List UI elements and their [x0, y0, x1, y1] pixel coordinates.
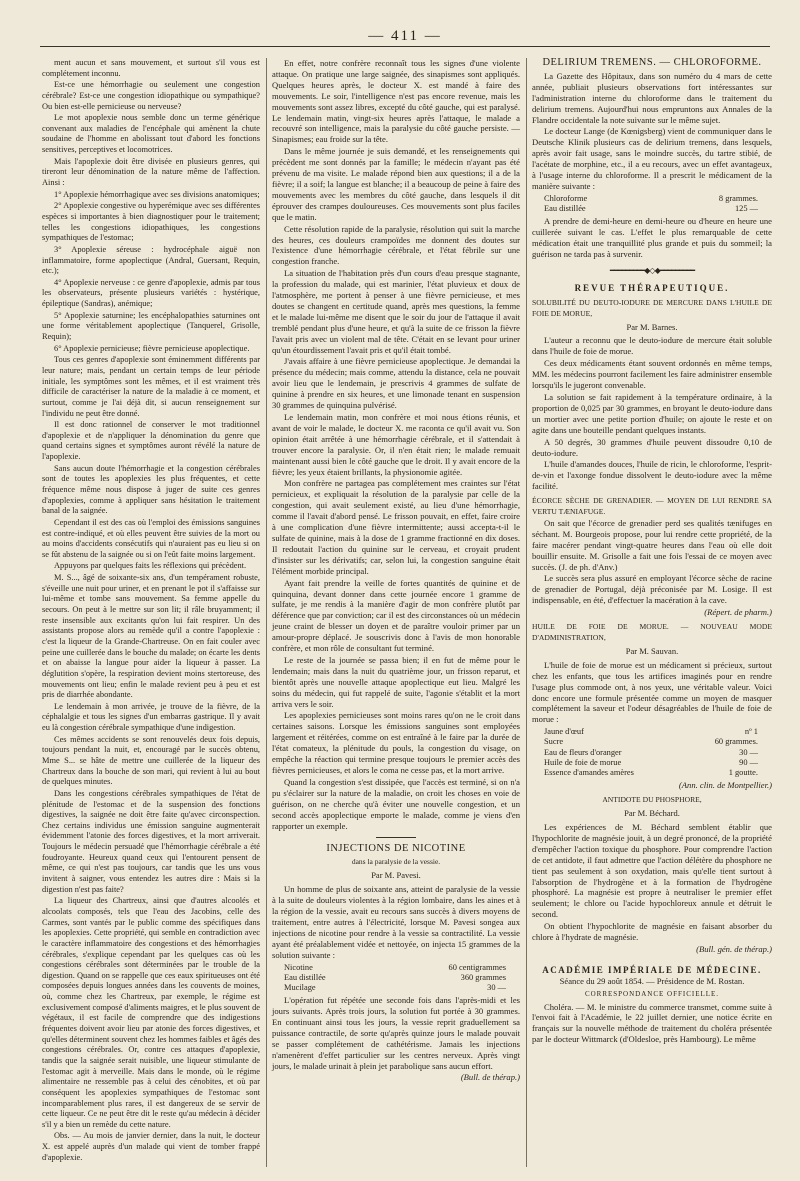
quantity: 125 — [734, 204, 758, 214]
source-citation: (Ann. clin. de Montpellier.) [678, 780, 772, 791]
source-citation: (Bull. de thérap.) [460, 1072, 520, 1083]
section-title: ACADÉMIE IMPÉRIALE DE MÉDECINE. [542, 964, 762, 975]
paragraph: Choléra. — M. le ministre du commerce transmet, comme suite à l'envoi fait à l'Académie, le 22 juillet dernier, une notice écrite en français sur la nouvelle méthode de traitement du choléra présentée par le docteur Wittmarck (d'Oldesloe, près Hambourg). Le même [532, 1001, 772, 1045]
ingredient: Eau distillée [284, 972, 326, 982]
paragraph: La Gazette des Hôpitaux, dans son numéro du 4 mars de cette année, publiait plusieurs observations fort intéressantes sur l'administration interne du chloroforme dans le traitement du delirium tremens. Aujourd'hui nous empruntons aux Annales de la Flandre occidentale la note suivante sur le même sujet. [532, 70, 772, 125]
article-title: INJECTIONS DE NICOTINE [326, 843, 466, 855]
ingredient: Huile de foie de morue [544, 757, 622, 767]
paragraph: Mon confrère ne partagea pas complétement mes craintes sur l'état pernicieux, et expliquait la résolution de la paralysie par celle de la congestion, qui avait seulement existé, au lieu d'une hémorrhagie, comme il l'avait d'abord pensé. Le frisson pouvait, en effet, faire croire à une complication d'une fièvre intermittente; aussi accepta-t-il le sulfate de quinine, mais à la dose de 1 gramme fractionné en dix doses. Il redoutait l'action du quinine sur le cerveau, et croyait prudent d'insister sur les dérivatifs; car, selon lui, la congestion sanguine était l'élément morbide principal. [272, 478, 520, 576]
ingredient: Nicotine [284, 962, 313, 972]
article-title: ÉCORCE SÈCHE DE GRENADIER. — MOYEN DE LUI RENDRE SA VERTU TÆNIAFUGE. [532, 496, 772, 517]
paragraph: ment aucun et sans mouvement, et surtout s'il vous est complétement inconnu. [42, 58, 260, 78]
ingredient: Eau de fleurs d'oranger [544, 747, 622, 757]
paragraph: M. S..., âgé de soixante-six ans, d'un tempérament robuste, s'éveille une nuit pour uriner, et en prenant le pot il s'affaisse sur lui-même et tombe sans mouvement. Sa femme appelle du secours. On peut à le mettre sur son lit; il râle bruyamment; il reste insensible aux excitants qu'on lui fait respirer. Un des assistants propose alors au remède qu'il a contre l'apoplexie : c'est la liqueur de la Grande-Chartreuse. On en fait couler avec peine une cuillerée dans le bouche du malade; on écarte les dents et on abaisse la langue pour aider la liqueur à passer. La déglutition s'opère, la respiration devient moins stertoreuse, des mouvements ont lieu; enfin le malade revient peu à peu et est pris de diarrhée abondante. [42, 573, 260, 700]
column-right [532, 58, 772, 1046]
source-citation: (Bull. gén. de thérap.) [696, 943, 772, 954]
paragraph: A 50 degrés, 30 grammes d'huile peuvent dissoudre 0,10 de deuto-iodure. [532, 436, 772, 458]
paragraph: Le reste de la journée se passa bien; il en fut de même pour le lendemain; mais dans la nuit du quatrième jour, un frisson reparut, et bientôt après une nouvelle attaque apoplectique eut lieu. Malgré les soins du médecin, qui fut rappelé de suite, l'agonie s'établit et la mort arriva vers le soir. [272, 654, 520, 709]
paragraph: Ces deux médicaments étant souvent ordonnés en même temps, MM. les médecins pourront facilement les faire administrer ensemble lorsqu'ils le jugeront convenable. [532, 358, 772, 391]
paragraph: 2° Apoplexie congestive ou hyperémique avec ses différentes espèces si importantes à bien diagnostiquer pour le traitement; telles les congestions idiopathiques, les congestions sympathiques de l'estomac; [42, 201, 260, 243]
paragraph: A prendre de demi-heure en demi-heure ou d'heure en heure une cuillerée suivant le cas. L'effet le plus remarquable de cette médication était une tranquillité plus grande et puis du sommeil; la guérison ne tarda pas à survenir. [532, 216, 772, 259]
paragraph: Les expériences de M. Béchard semblent établir que l'hypochlorite de magnésie jouit, à un degré prononcé, de la propriété d'empêcher l'action toxique du phosphore. Pour comprendre l'action de cet antidote, il faut admettre que l'action délétère du phosphore ne tient pas seulement à son oxydation, mais qu'elle tient surtout à l'absorption de l'hydrogène et à la formation de l'hydrogène phosphoré. La magnésie est propre à neutraliser le premier effet seulement; le chlore ou l'acide hypochloreux annule et détruit le second. [532, 821, 772, 920]
article-byline: Par M. Pavesi. [371, 870, 421, 881]
article-byline: Par M. Béchard. [624, 808, 680, 819]
paragraph: Est-ce une hémorrhagie ou seulement une congestion cérébrale? Est-ce une congestion idiopathique ou sympathique? Ou bien est-elle pernicieuse ou nerveuse? [42, 80, 260, 111]
article-title: HUILE DE FOIE DE MORUE. — NOUVEAU MODE D'ADMINISTRATION, [532, 622, 772, 642]
paragraph: Ces mêmes accidents se sont renouvelés deux fois depuis, toujours pendant la nuit, et, encouragé par le succès obtenu, Mme S... se hâte de mettre une cuillerée de la liqueur des Chartreux dans la bouche de son mari, qui revient à lui au bout de quelques minutes. [42, 734, 260, 787]
ingredient: Essence d'amandes amères [544, 768, 634, 778]
formula-row [284, 983, 520, 993]
ingredient: Mucilage [284, 982, 316, 992]
ornament-divider: ━━━━━━━━━◆◇◆━━━━━━━━━ [609, 265, 695, 275]
apoplexie-continued [272, 58, 520, 831]
article-title: ANTIDOTE DU PHOSPHORE, [602, 795, 702, 805]
formula-row [284, 963, 520, 973]
article-title: DELIRIUM TREMENS. — CHLOROFORME. [542, 57, 762, 68]
article-title: SOLUBILITÉ DU DEUTO-IODURE DE MERCURE DANS L'HUILE DE FOIE DE MORUE, [532, 297, 772, 318]
paragraph: L'huile de foie de morue est un médicament si précieux, surtout chez les enfants, que tous les artifices imaginés pour en rendre l'usage plus commode ont, à nos yeux, une véritable valeur. Voici donc encore une formule présentée comme un moyen de masquer complétement la saveur et l'odeur désagréables de l'huile de foie de morue : [532, 659, 772, 725]
quantity: 30 — [739, 747, 758, 757]
quantity: nº 1 [744, 727, 758, 737]
paragraph: Quand la congestion s'est dissipée, que l'accès est terminé, si on n'a pu s'éclairer sur la nature de la maladie, on croit les choses en voie de guérison, on ne cherche qu'à éviter une nouvelle congestion, et un second accès apoplectique emporte le malade, comme je viens d'en rapporter un exemple. [272, 776, 520, 831]
formula-row [544, 194, 772, 204]
paragraph: Le docteur Lange (de Kœnigsberg) vient de communiquer dans le Deutsche Klinik plusieurs cas de delirium tremens, dans lesquels, après avoir fait usage, sans le moindre succès, du tartre stibié, de l'acétate de morphine, etc., il a eu recours, avec un effet avantageux, à l'usage interne du chloroforme. Il a prescrit le médicament de la manière suivante : [532, 126, 772, 191]
paragraph: Les apoplexies pernicieuses sont moins rares qu'on ne le croit dans certaines saisons. Lorsque les émissions sanguines sont employées largement et réitérées, comme on est entraîné à le faire par la durée de l'état comateux, la plénitude du pouls, la congestion du visage, on empêche la réaction qui termine presque toujours le premier accès des fièvres pernicieuses, et alors le coma ne cesse pas, et la mort arrive. [272, 710, 520, 775]
paragraph: 6° Apoplexie pernicieuse; fièvre pernicieuse apoplectique. [54, 343, 250, 353]
column-rule [266, 58, 267, 1167]
paragraph: La liqueur des Chartreux, ainsi que d'autres alcoolés et alcoolats composés, tels que l'eau des Jacobins, celle des Carmes, sont vantés par le public comme des spécifiques dans les apoplexies. Cette propriété, qui semble en contradiction avec le caractère inflammatoire des congestions et des hémorrhagies cérébrales, s'explique cependant par les quelques cas où les congestions cérébrales sont déterminées par le trouble de la digestion. Quand on se rappelle que ces eaux spiritueuses ont été composées depuis longues années dans les couvents de moines, où, comme chez les Chartreux, par exemple, le régime est exclusivement composé d'aliments maigres, et le plus souvent de végétaux, il est facile de comprendre que des indigestions fréquentes doivent avoir lieu par atonie des forces digestives, et qu'elles déterminent souvent chez les hommes faibles et âgés des congestions cérébrales. Or, contre ces attaques d'apoplexie, tandis que la saignée serait nuisible, une liqueur stimulante de l'estomac agit à merveille. Mais dans le monde, où le régime alimentaire ne ressemble pas à celui des cénobites, et où par conséquent les apoplexies sympathiques de l'estomac sont incomparablement plus rares, il est dangereux de se servir de cette liqueur. Ce ne peut être dit le reste qu'au médecin à décider s'il y a bien un remède du cette nature. [42, 896, 260, 1129]
paragraph: 3° Apoplexie séreuse : hydrocéphale aiguë non inflammatoire, forme apoplectique (Andral, Guersant, Requin, etc.); [42, 244, 260, 276]
paragraph: Dans les congestions cérébrales sympathiques de l'état de plénitude de l'estomac et de la suspension des fonctions digestives, la saignée ne doit être faite qu'avec circonspection. Chez certains individus une émission sanguine augmenterait évidemment l'atonie des forces digestives, et la mort arriverait. Toujours le médecin persuadé que l'hémorrhagie cérébrale a été foudroyante. Heureux quand ceux qui l'entourent pensent de même, ce qui n'est pas toujours, car tandis que les uns vous invitent à saigner, vous entendez les autres dire : Mais si la digestion n'est pas faite? [42, 788, 260, 894]
paragraph: Cependant il est des cas où l'emploi des émissions sanguines est contre-indiqué, et où elles peuvent être suivies de la mort ou au moins d'accidents consécutifs qui n'auraient pas eu lieu si on se fût abstenu de la saignée ou si on l'eût faite moins largement. [42, 517, 260, 559]
quantity: 60 centigrammes [448, 962, 506, 972]
formula-row [544, 768, 772, 778]
column-left [42, 58, 260, 1164]
paragraph: 4° Apoplexie nerveuse : ce genre d'apoplexie, admis par tous les observateurs, présente plusieurs variétés : hystérique, épileptique (Sandras), anémique; [42, 277, 260, 309]
paragraph: L'huile d'amandes douces, l'huile de ricin, le chloroforme, l'esprit-de-vin et l'axonge fondue dissolvent le deuto-iodure avec la même facilité. [532, 459, 772, 492]
paragraph: Le mot apoplexie nous semble donc un terme générique convenant aux maladies de l'encéphale qui amènent la chute soudaine de l'homme en abolissant tout d'abord les fonctions sensitives, perceptives et locomotrices. [42, 113, 260, 155]
paragraph: On sait que l'écorce de grenadier perd ses qualités tænifuges en séchant. M. Bourgeois propose, pour lui rendre cette propriété, de la faire macérer pendant vingt-quatre heures dans l'eau où elle doit bouillir ensuite. M. Grisolle a fait une fois l'essai de ce moyen avec succès. (J. de ph. d'Anv.) [532, 517, 772, 572]
seance-line: Séance du 29 août 1854. — Présidence de M. Rostan. [559, 975, 745, 986]
quantity: 1 goutte. [728, 768, 758, 778]
paragraph: La situation de l'habitation près d'un cours d'eau presque stagnante, la profession du malade, qui est marinier, l'état pluvieux et doux de l'atmosphère, me portent à penser à une fièvre pernicieuse, et mes doutes se changent en certitude quand, après mes questions, la femme et le malade lui-même me disent que le soir du jour de l'attaque il avait tremblé pendant plus d'une heure, et qu'à la suite de ce frisson la fièvre l'avait pris avec un violent mal de tête. C'était en se levant pour uriner qu'un étourdissement l'avait pris et qu'il était tombé. [272, 268, 520, 355]
paragraph: L'opération fut répétée une seconde fois dans l'après-midi et les jours suivants. Après trois jours, la solution fut portée à 30 grammes. En continuant ainsi tous les jours, la vessie reprit graduellement sa puissance contractile, de sorte qu'après quinze jours le malade pouvait se passer complétement de cathétérisme. Jamais les injections n'amenèrent d'effet particulier sur les centres nerveux. Après vingt jours, le malade urinait à plein jet parabolique sans aucun effort. [272, 995, 520, 1071]
ingredient: Jaune d'œuf [544, 727, 584, 737]
quantity: 30 — [487, 982, 506, 992]
quantity: 360 grammes [460, 972, 506, 982]
formula-row [544, 204, 772, 214]
paragraph: Le lendemain à mon arrivée, je trouve de la fièvre, de la céphalalgie et tous les signes d'un embarras gastrique. Il y avait eu là congestion cérébrale sympathique d'une indigestion. [42, 701, 260, 733]
paragraph: Un homme de plus de soixante ans, atteint de paralysie de la vessie à la suite de douleurs violentes à la région lombaire, dans les aines et à la région de la vessie, avait eu recours sans succès à divers moyens de traitement, entre autres à l'électricité, lorsque M. Pavesi songea aux injections de nicotine pour rendre à la vessie sa contractilité. La vessie ayant été préalablement vidée et nettoyée, on injecta 15 grammes de la solution suivante : [272, 884, 520, 960]
section-divider [376, 837, 416, 838]
paragraph: Mais l'apoplexie doit être divisée en plusieurs genres, qui tireront leur dénomination de la nature même de l'affection. Ainsi : [42, 156, 260, 188]
ingredient: Eau distillée [544, 204, 586, 214]
paragraph: J'avais affaire à une fièvre pernicieuse apoplectique. Je demandai la présence du médecin; mais comme, attendu la distance, cela ne pouvait avoir lieu que le lendemain, je prescrivis 4 grammes de sulfate de quinine à prendre en six heures, et une limonade tenant en suspension 30 grammes de quinquina pulvérisé. [272, 356, 520, 411]
formula [544, 727, 772, 778]
formula-row [544, 737, 772, 747]
page-number: — 411 — [368, 28, 442, 44]
correspondance-heading: CORRESPONDANCE OFFICIELLE. [584, 989, 720, 998]
paragraph: L'auteur a reconnu que le deuto-iodure de mercure était soluble dans l'huile de foie de morue. [532, 335, 772, 357]
section-title: REVUE THÉRAPEUTIQUE. [574, 282, 730, 293]
paragraph: La solution se fait rapidement à la température ordinaire, à la proportion de 0,025 par 30 grammes, en broyant le deuto-iodure dans un mortier avec une petite portion d'huile; on ajoute le reste et on agite dans une bouteille pendant quelques instants. [532, 391, 772, 435]
column-rule [526, 58, 527, 1167]
ingredient: Sucre [544, 737, 564, 747]
paragraph: Tous ces genres d'apoplexie sont éminemment différents par leur nature; mais, pendant un certain temps de leur période initiale, les symptômes sont les mêmes, et il est vraiment très difficile de caractériser la nature de la maladie à ce moment, et surtout, comme je l'ai déjà dit, si aucun renseignement sur l'individu ne peut être donné. [42, 355, 260, 418]
solubilite-article [532, 335, 772, 492]
formula [544, 194, 772, 214]
source-citation: (Répert. de pharm.) [704, 607, 772, 618]
quantity: 90 — [739, 757, 758, 767]
formula [284, 963, 520, 994]
paragraph: Obs. — Au mois de janvier dernier, dans la nuit, le docteur X. est appelé auprès d'un malade qui vient de tomber frappé d'apoplexie. [42, 1131, 260, 1162]
paragraph: On obtient l'hypochlorite de magnésie en faisant absorber du chlore à l'hydrate de magnésie. [532, 921, 772, 943]
formula-row [544, 758, 772, 768]
paragraph: Le lendemain matin, mon confrère et moi nous étions réunis, et avant de voir le malade, le docteur X. me raconta ce qu'il avait vu. Son opinion était arrêtée à une hémorrhagie cérébrale, et il s'attendait à trouver encore la paralysie. Or, il n'en était rien; le malade remuait maintenant aussi bien le côté gauche que le droit. Il y avait encore de la fièvre; les yeux étaient brillants, la physionomie agitée. [272, 412, 520, 477]
article-byline: Par M. Barnes. [626, 321, 678, 332]
paragraph: Appuyons par quelques faits les réflexions qui précèdent. [54, 561, 247, 571]
paragraph: En effet, notre confrère reconnaît tous les signes d'une violente attaque. On pratique une large saignée, des sinapismes sont appliqués. Quelques heures après, le docteur X. est mandé à faire des mouvements. Le soir, l'intelligence n'est pas encore revenue, mais les mouvements sont assez libres, excepté du côté gauche, qui est paralysé. Le lendemain matin, vingt-six heures après l'attaque, le malade a recouvré son intelligence, mais la paralysie du côté gauche persiste. — Sinapismes; eau froide sur la tête. [272, 58, 520, 145]
quantity: 8 grammes. [718, 193, 758, 203]
paragraph: Cette résolution rapide de la paralysie, résolution qui suit la marche des heures, ces douleurs crampoïdes me donnent des doutes sur l'existence d'une hémorrhagie cérébrale, et l'état fébrile sur une congestion franche. [272, 223, 520, 267]
paragraph: Le succès sera plus assuré en employant l'écorce sèche de racine de grenadier de Portugal, déjà préconisée par M. Losige. Il est indispensable, en été, d'effectuer la macération à la cave. [532, 573, 772, 606]
paragraph: Sans aucun doute l'hémorrhagie et la congestion cérébrales sont de toutes les apoplexies les plus fréquentes, et cette fréquence même nous dispose à juger de suite ces genres d'apoplexies, comme à appliquer sans hésitation le traitement banal de la saignée. [42, 463, 260, 516]
quantity: 60 grammes. [714, 737, 758, 747]
page-header [40, 26, 770, 47]
ingredient: Chloroforme [544, 193, 588, 203]
paragraph: 1° Apoplexie hémorrhagique avec ses divisions anatomiques; [54, 189, 260, 199]
formula-row [544, 748, 772, 758]
column-middle [272, 58, 520, 1083]
formula-row [544, 727, 772, 737]
paragraph: Il est donc rationnel de conserver le mot traditionnel d'apoplexie et de n'appliquer la dénomination du genre que quand certains signes et symptômes auront révélé la nature de l'apoplexie. [42, 420, 260, 462]
paragraph: 5° Apoplexie saturnine; les encéphalopathies saturnines ont une forme véritablement apoplectique (Tanquerel, Grisolle, Requin); [42, 310, 260, 342]
article-subtitle: dans la paralysie de la vessie. [351, 857, 441, 867]
paragraph: Dans le même journée je suis demandé, et les renseignements qui précèdent me sont donnés par la famille; le médecin n'ayant pas été prévenu de ma visite. Le malade répond bien aux questions; il a de la fièvre; il a soif; la langue est blanche; il a beaucoup de peine à faire des mouvements avec les membres du côté gauche, dans lesquels il dit éprouver des crampes douloureuses. Ces mouvements sont plus faciles que le matin. [272, 146, 520, 222]
paragraph: Ayant fait prendre la veille de fortes quantités de quinine et de quinquina, devant donner dans cette journée encore 1 gramme de sulfate, je me rendis à la manière d'agir de mon confrère plutôt par déférence que par conviction; car il est des circonstances où un médecin jeune craint de blesser un doyen et de paraître vouloir primer par un amour-propre déplacé. Je souscrivis donc à l'avis de mon honorable confrère, et mon rôle de consultant fut terminé. [272, 577, 520, 654]
article-byline: Par M. Sauvan. [625, 645, 679, 656]
formula-row [284, 973, 520, 983]
